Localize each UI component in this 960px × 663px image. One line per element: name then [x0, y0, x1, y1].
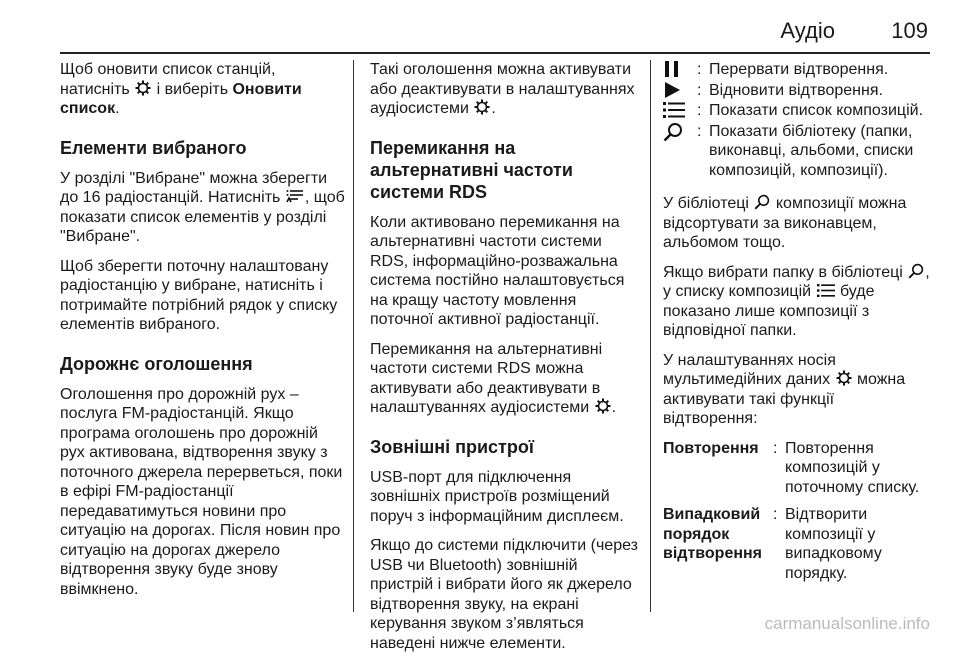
heading-traffic: Дорожнє оголошення: [60, 353, 253, 374]
legend-list-text: Показати список композицій.: [709, 102, 924, 119]
column-3: [663, 60, 931, 591]
column-2: [370, 60, 640, 663]
search-icon: [754, 194, 770, 210]
library-paragraph: У бібліотеці композиції можна відсортувати за виконавцем, альбомом тощо.: [663, 195, 907, 251]
page-header: [60, 0, 930, 50]
list-icon: [663, 101, 697, 121]
favourites-paragraph-1: У розділі "Вибране" можна зберегти до 16 радіостанцій. Натисніть , щоб показати список елементів у розділі "Вибране".: [60, 169, 345, 245]
external-paragraph-1: USB-порт для підключення зовнішніх пристроїв розміщений поруч з інформаційним дисплеєм.: [370, 468, 624, 525]
traffic-paragraph: Оголошення про дорожній рух – послуга FM-радіостанцій. Якщо програма оголошень про дорожній рух активована, відтворення звуку з поточного джерела перерветься, поки в ефірі FM-радіостанції передаватимуться новини про ситуацію на дорогах. Після новин про ситуацію на дорогах джерело відтворення звуку буде знову ввімкнено.: [60, 385, 343, 598]
play-icon: [663, 81, 697, 101]
legend-play-text: Відновити відтворення.: [709, 81, 883, 99]
heading-rds: Перемикання на альтернативні частоти системи RDS: [370, 137, 573, 202]
refresh-paragraph: Щоб оновити список станцій, натисніть і виберіть Оновити список.: [60, 61, 302, 117]
settings-icon: [595, 398, 611, 414]
media-settings-paragraph: У налаштуваннях носія мультимедійних даних можна активувати такі функції відтворення:: [663, 351, 906, 427]
header-rule: [60, 52, 930, 54]
search-icon: [908, 263, 924, 279]
search-icon: [663, 122, 697, 181]
folder-paragraph: Якщо вибрати папку в бібліотеці , у списку композицій буде показано лише композиції з відповідної папки.: [663, 263, 930, 339]
watermark: carmanualsonline.info: [764, 614, 930, 633]
heading-external-devices: Зовнішні пристрої: [370, 436, 534, 457]
page-number: 109: [891, 18, 928, 43]
refresh-option-label: Оновити список: [60, 80, 302, 117]
settings-icon: [135, 80, 151, 96]
heading-favourites: Елементи вибраного: [60, 137, 247, 158]
column-divider-2: [650, 60, 651, 612]
settings-icon: [836, 370, 852, 386]
traffic-settings-paragraph: Такі оголошення можна активувати або деактивувати в налаштуваннях аудіосистеми .: [370, 61, 635, 117]
legend-library-text: Показати бібліотеку (папки, виконавці, альбоми, списки композицій, композиції).: [709, 122, 914, 179]
column-divider-1: [353, 60, 354, 612]
controls-legend: : Перервати відтворення. : Відновити відтворення. : Показати список композицій. : Показати бібліотеку (папки, виконавці, альбоми, списки композицій, композиції).: [663, 60, 931, 180]
def-term-shuffle: Випадковий порядок відтворення: [663, 506, 763, 562]
column-1: [60, 60, 345, 609]
favourites-list-icon: [286, 188, 304, 204]
rds-paragraph-2: Перемикання на альтернативні частоти системи RDS можна активувати або деактивувати в налаштуваннях аудіосистеми .: [370, 340, 617, 416]
def-term-repeat: Повторення: [663, 439, 759, 457]
external-paragraph-2: Якщо до системи підключити (через USB чи Bluetooth) зовнішній пристрій і вибрати його як джерело відтворення звуку, на екрані керування звуком з’являться наведені нижче елементи.: [370, 537, 638, 652]
list-icon: [817, 283, 835, 298]
legend-pause-text: Перервати відтворення.: [709, 61, 889, 78]
def-desc-shuffle: Відтворити композиції у випадковому порядку.: [785, 506, 882, 582]
playback-functions-table: Повторення : Повторення композицій у поточному списку. Випадковий порядок відтворення : Відтворити композиції у випадковому порядку.: [663, 439, 931, 592]
rds-paragraph-1: Коли активовано перемикання на альтернативні частоти системи RDS, інформаційно-розважальна система постійно налаштовується на кращу частоту мовлення поточної активної радіостанції.: [370, 213, 625, 328]
def-desc-repeat: Повторення композицій у поточному списку.: [785, 439, 920, 496]
settings-icon: [474, 99, 490, 115]
pause-icon: [663, 60, 697, 80]
favourites-paragraph-2: Щоб зберегти поточну налаштовану радіостанцію у вибране, натисніть і потримайте потрібний рядок у списку елементів вибраного.: [60, 257, 338, 333]
page-title: Аудіо: [780, 18, 835, 43]
